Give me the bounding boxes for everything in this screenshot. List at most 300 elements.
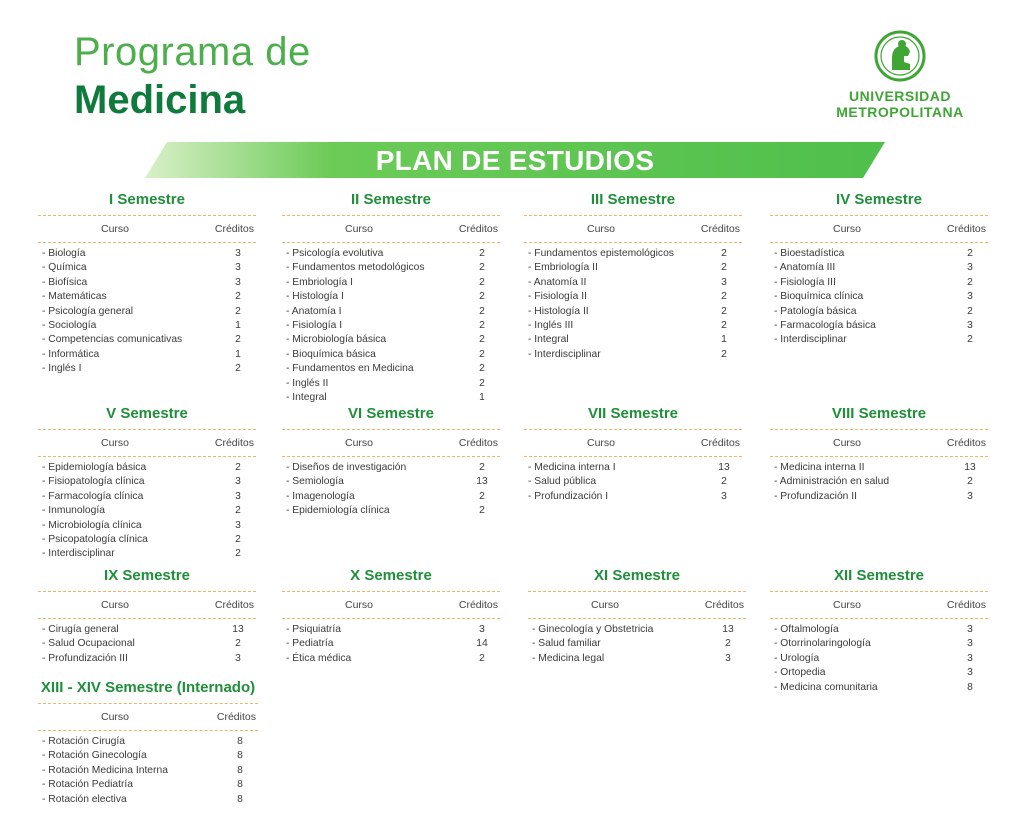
dotted-divider xyxy=(770,618,988,619)
dotted-divider xyxy=(282,242,500,243)
credits-column-label: Créditos xyxy=(216,711,256,723)
column-header xyxy=(768,430,990,456)
course-name: - Fundamentos epistemológicos xyxy=(528,248,674,259)
course-row xyxy=(768,305,990,319)
course-column-label: Curso xyxy=(100,437,129,449)
course-row xyxy=(36,247,258,261)
course-column-label: Curso xyxy=(586,223,615,235)
course-row xyxy=(36,764,260,778)
course-name: - Farmacología clínica xyxy=(42,490,144,502)
course-credits: 2 xyxy=(721,348,727,360)
course-name: - Microbiología básica xyxy=(286,334,387,346)
semester-title: XII Semestre xyxy=(833,567,925,584)
course-name: - Psicología general xyxy=(42,305,134,317)
course-credits: 2 xyxy=(479,652,485,664)
course-list xyxy=(522,247,744,362)
credits-column-label: Créditos xyxy=(214,437,254,449)
course-name: - Fisiopatología clínica xyxy=(42,476,145,488)
course-credits: 3 xyxy=(967,638,973,650)
course-credits: 3 xyxy=(967,490,973,502)
course-credits: 2 xyxy=(721,476,727,488)
course-column-label: Curso xyxy=(590,599,619,611)
course-row xyxy=(36,749,260,763)
semester-title: XIII - XIV Semestre (Internado) xyxy=(40,679,256,696)
course-name: - Fundamentos metodológicos xyxy=(286,262,425,274)
credits-column-label: Créditos xyxy=(458,223,498,235)
course-row xyxy=(280,490,502,504)
column-header xyxy=(36,430,258,456)
course-row xyxy=(280,305,502,319)
course-credits: 13 xyxy=(964,462,976,473)
course-credits: 2 xyxy=(479,305,485,317)
semester-block xyxy=(768,566,990,695)
course-credits: 3 xyxy=(721,276,727,288)
course-name: - Rotación Ginecología xyxy=(42,750,147,762)
credits-column-label: Créditos xyxy=(214,599,254,611)
course-name: - Anatomía III xyxy=(774,262,836,274)
course-credits: 2 xyxy=(967,248,973,259)
course-credits: 3 xyxy=(235,652,241,664)
course-row xyxy=(36,547,258,561)
course-name: - Competencias comunicativas xyxy=(42,334,183,346)
university-name-line1: UNIVERSIDAD xyxy=(849,88,951,104)
course-row xyxy=(36,333,258,347)
course-credits: 3 xyxy=(967,624,973,635)
credits-column-label: Créditos xyxy=(946,223,986,235)
credits-column-label: Créditos xyxy=(700,223,740,235)
course-name: - Urología xyxy=(774,652,820,664)
semester-block xyxy=(36,566,258,666)
course-name: - Psicología evolutiva xyxy=(286,248,384,259)
course-list xyxy=(522,461,744,504)
course-row xyxy=(36,348,258,362)
course-credits: 2 xyxy=(721,248,727,259)
course-row xyxy=(768,623,990,637)
dotted-divider xyxy=(38,618,256,619)
course-name: - Imagenología xyxy=(286,490,355,502)
plan-banner xyxy=(145,142,885,178)
course-column-label: Curso xyxy=(100,711,129,723)
course-credits: 3 xyxy=(967,262,973,274)
course-credits: 2 xyxy=(479,348,485,360)
course-name: - Embriología II xyxy=(528,262,598,274)
course-row xyxy=(36,490,258,504)
course-row xyxy=(36,652,258,666)
course-credits: 2 xyxy=(235,505,241,517)
course-row xyxy=(36,276,258,290)
dotted-divider xyxy=(38,242,256,243)
course-name: - Interdisciplinar xyxy=(528,348,601,360)
credits-column-label: Créditos xyxy=(458,437,498,449)
course-row xyxy=(36,319,258,333)
course-credits: 1 xyxy=(235,319,241,331)
course-name: - Bioestadística xyxy=(774,248,845,259)
credits-column-label: Créditos xyxy=(458,599,498,611)
course-name: - Oftalmología xyxy=(774,624,839,635)
course-row xyxy=(280,290,502,304)
course-credits: 3 xyxy=(479,624,485,635)
course-name: - Profundización I xyxy=(528,490,609,502)
course-name: - Fundamentos en Medicina xyxy=(286,363,414,375)
semester-title: I Semestre xyxy=(109,191,185,208)
course-row xyxy=(36,461,258,475)
course-name: - Profundización II xyxy=(774,490,857,502)
course-credits: 3 xyxy=(967,291,973,303)
credits-column-label: Créditos xyxy=(214,223,254,235)
course-credits: 2 xyxy=(235,548,241,560)
course-row xyxy=(522,305,744,319)
course-credits: 2 xyxy=(479,248,485,259)
course-credits: 3 xyxy=(235,476,241,488)
course-name: - Pediatría xyxy=(286,638,334,650)
course-name: - Ortopedia xyxy=(774,667,826,679)
course-credits: 8 xyxy=(237,736,243,747)
course-credits: 1 xyxy=(721,334,727,346)
course-name: - Matemáticas xyxy=(42,291,107,303)
dotted-divider xyxy=(524,242,742,243)
course-name: - Bioquímica básica xyxy=(286,348,376,360)
course-row xyxy=(36,778,260,792)
course-name: - Informática xyxy=(42,348,100,360)
course-name: - Medicina legal xyxy=(532,652,605,664)
semester-title: III Semestre xyxy=(590,191,676,208)
course-row xyxy=(526,637,748,651)
course-name: - Rotación electiva xyxy=(42,793,127,805)
semester-title: IV Semestre xyxy=(836,191,922,208)
course-name: - Ética médica xyxy=(286,652,352,664)
program-title-line2: Medicina xyxy=(74,78,246,122)
course-credits: 8 xyxy=(967,681,973,693)
course-credits: 2 xyxy=(235,363,241,375)
course-row xyxy=(526,652,748,666)
course-row xyxy=(280,475,502,489)
column-header xyxy=(768,592,990,618)
course-row xyxy=(768,319,990,333)
course-row xyxy=(36,735,260,749)
course-row xyxy=(280,623,502,637)
course-name: - Inglés III xyxy=(528,319,574,331)
course-name: - Patología básica xyxy=(774,305,857,317)
course-credits: 3 xyxy=(967,667,973,679)
course-row xyxy=(768,681,990,695)
course-name: - Química xyxy=(42,262,87,274)
course-row xyxy=(280,377,502,391)
course-credits: 2 xyxy=(479,462,485,473)
course-row xyxy=(768,261,990,275)
course-row xyxy=(36,290,258,304)
course-row xyxy=(768,290,990,304)
dotted-divider xyxy=(528,618,746,619)
course-name: - Administración en salud xyxy=(774,476,890,488)
course-row xyxy=(522,475,744,489)
course-name: - Histología II xyxy=(528,305,589,317)
course-name: - Salud pública xyxy=(528,476,597,488)
course-credits: 13 xyxy=(718,462,730,473)
course-column-label: Curso xyxy=(344,437,373,449)
course-credits: 2 xyxy=(721,291,727,303)
course-credits: 2 xyxy=(235,334,241,346)
semester-block xyxy=(526,566,748,666)
course-name: - Salud familiar xyxy=(532,638,601,650)
course-row xyxy=(526,623,748,637)
course-name: - Anatomía I xyxy=(286,305,342,317)
course-name: - Fisiología I xyxy=(286,319,343,331)
course-credits: 3 xyxy=(967,652,973,664)
course-credits: 2 xyxy=(479,363,485,375)
course-row xyxy=(36,504,258,518)
course-name: - Microbiología clínica xyxy=(42,519,142,531)
semester-block xyxy=(768,190,990,348)
dotted-divider xyxy=(38,730,258,731)
course-name: - Inmunología xyxy=(42,505,105,517)
course-name: - Sociología xyxy=(42,319,97,331)
semester-block xyxy=(36,678,260,807)
course-credits: 3 xyxy=(235,276,241,288)
course-row xyxy=(768,247,990,261)
course-credits: 3 xyxy=(967,319,973,331)
course-row xyxy=(768,652,990,666)
course-name: - Integral xyxy=(286,391,327,403)
semester-block xyxy=(280,190,502,405)
semester-title: XI Semestre xyxy=(594,567,680,584)
course-credits: 8 xyxy=(237,750,243,762)
course-row xyxy=(280,247,502,261)
semester-title: VII Semestre xyxy=(587,405,679,422)
semester-block xyxy=(36,404,258,562)
course-name: - Anatomía II xyxy=(528,276,587,288)
course-name: - Epidemiología clínica xyxy=(286,505,390,517)
university-logo xyxy=(830,30,970,120)
credits-column-label: Créditos xyxy=(946,599,986,611)
dotted-divider xyxy=(770,456,988,457)
course-credits: 3 xyxy=(235,262,241,274)
program-title-line1: Programa de xyxy=(74,30,311,74)
course-name: - Inglés II xyxy=(286,377,329,389)
course-credits: 1 xyxy=(479,391,485,403)
course-name: - Farmacología básica xyxy=(774,319,876,331)
course-name: - Bioquímica clínica xyxy=(774,291,864,303)
course-row xyxy=(522,461,744,475)
column-header xyxy=(280,216,502,242)
course-row xyxy=(768,475,990,489)
course-list xyxy=(280,623,502,666)
course-credits: 2 xyxy=(721,262,727,274)
course-list xyxy=(36,735,260,807)
semester-title: VIII Semestre xyxy=(831,405,927,422)
course-credits: 2 xyxy=(479,291,485,303)
course-name: - Medicina interna II xyxy=(774,462,865,473)
course-row xyxy=(280,276,502,290)
course-list xyxy=(768,247,990,348)
semester-block xyxy=(522,404,744,504)
course-row xyxy=(36,533,258,547)
course-name: - Diseños de investigación xyxy=(286,462,407,473)
course-row xyxy=(768,461,990,475)
course-row xyxy=(36,475,258,489)
course-name: - Biología xyxy=(42,248,86,259)
dotted-divider xyxy=(770,242,988,243)
course-row xyxy=(280,261,502,275)
course-list xyxy=(768,623,990,695)
column-header xyxy=(768,216,990,242)
course-credits: 2 xyxy=(235,638,241,650)
course-credits: 2 xyxy=(479,490,485,502)
credits-column-label: Créditos xyxy=(704,599,744,611)
course-row xyxy=(768,490,990,504)
semester-title: II Semestre xyxy=(350,191,432,208)
course-credits: 8 xyxy=(237,764,243,776)
dotted-divider xyxy=(282,618,500,619)
course-list xyxy=(280,461,502,519)
credits-column-label: Créditos xyxy=(700,437,740,449)
course-row xyxy=(522,490,744,504)
course-row xyxy=(522,348,744,362)
course-column-label: Curso xyxy=(100,223,129,235)
course-column-label: Curso xyxy=(832,599,861,611)
course-row xyxy=(280,461,502,475)
dotted-divider xyxy=(282,456,500,457)
course-credits: 2 xyxy=(725,638,731,650)
course-name: - Semiología xyxy=(286,476,344,488)
semester-block xyxy=(280,404,502,519)
course-column-label: Curso xyxy=(832,437,861,449)
dotted-divider xyxy=(524,456,742,457)
course-credits: 2 xyxy=(967,334,973,346)
course-row xyxy=(522,276,744,290)
course-credits: 2 xyxy=(235,291,241,303)
semester-title: V Semestre xyxy=(106,405,188,422)
course-row xyxy=(768,276,990,290)
course-row xyxy=(36,261,258,275)
course-row xyxy=(280,504,502,518)
course-row xyxy=(522,261,744,275)
course-credits: 2 xyxy=(235,305,241,317)
course-name: - Fisiología III xyxy=(774,276,836,288)
course-name: - Rotación Cirugía xyxy=(42,736,125,747)
column-header xyxy=(522,216,744,242)
course-credits: 8 xyxy=(237,793,243,805)
course-credits: 2 xyxy=(967,305,973,317)
column-header xyxy=(36,592,258,618)
course-credits: 2 xyxy=(479,377,485,389)
column-header xyxy=(522,430,744,456)
course-credits: 13 xyxy=(722,624,734,635)
course-name: - Rotación Pediatría xyxy=(42,779,134,791)
course-credits: 2 xyxy=(967,476,973,488)
column-header xyxy=(36,704,260,730)
course-row xyxy=(36,519,258,533)
credits-column-label: Créditos xyxy=(946,437,986,449)
course-credits: 2 xyxy=(479,262,485,274)
course-name: - Histología I xyxy=(286,291,344,303)
course-credits: 14 xyxy=(476,638,488,650)
course-credits: 2 xyxy=(235,462,241,473)
course-name: - Medicina comunitaria xyxy=(774,681,878,693)
course-column-label: Curso xyxy=(100,599,129,611)
course-row xyxy=(280,362,502,376)
semester-block xyxy=(522,190,744,362)
course-name: - Fisiología II xyxy=(528,291,587,303)
column-header xyxy=(526,592,748,618)
course-name: - Biofísica xyxy=(42,276,88,288)
course-name: - Psicopatología clínica xyxy=(42,533,148,545)
course-name: - Epidemiología básica xyxy=(42,462,147,473)
course-name: - Salud Ocupacional xyxy=(42,638,135,650)
plan-banner-title: PLAN DE ESTUDIOS xyxy=(375,145,655,176)
column-header xyxy=(36,216,258,242)
course-credits: 2 xyxy=(721,319,727,331)
course-row xyxy=(768,666,990,680)
course-name: - Ginecología y Obstetricia xyxy=(532,624,654,635)
course-credits: 3 xyxy=(725,652,731,664)
course-list xyxy=(768,461,990,504)
course-column-label: Curso xyxy=(832,223,861,235)
course-name: - Profundización III xyxy=(42,652,128,664)
course-name: - Interdisciplinar xyxy=(42,548,115,560)
course-credits: 2 xyxy=(479,319,485,331)
course-credits: 13 xyxy=(232,624,244,635)
course-row xyxy=(522,319,744,333)
semester-title: IX Semestre xyxy=(104,567,190,584)
column-header xyxy=(280,430,502,456)
course-column-label: Curso xyxy=(344,223,373,235)
course-row xyxy=(768,637,990,651)
course-row xyxy=(522,290,744,304)
course-credits: 1 xyxy=(235,348,241,360)
course-list xyxy=(36,623,258,666)
course-row xyxy=(36,793,260,807)
course-credits: 3 xyxy=(235,519,241,531)
course-column-label: Curso xyxy=(344,599,373,611)
semester-block xyxy=(280,566,502,666)
course-credits: 2 xyxy=(479,334,485,346)
course-name: - Psiquiatría xyxy=(286,624,341,635)
course-row xyxy=(522,333,744,347)
course-credits: 13 xyxy=(476,476,488,488)
course-credits: 8 xyxy=(237,779,243,791)
course-name: - Cirugía general xyxy=(42,624,119,635)
course-row xyxy=(522,247,744,261)
course-row xyxy=(280,348,502,362)
course-name: - Rotación Medicina Interna xyxy=(42,764,168,776)
course-row xyxy=(768,333,990,347)
course-credits: 2 xyxy=(235,533,241,545)
course-name: - Embriología I xyxy=(286,276,353,288)
university-seal-icon xyxy=(830,30,970,90)
course-name: - Integral xyxy=(528,334,569,346)
course-list xyxy=(280,247,502,405)
course-credits: 3 xyxy=(235,248,241,259)
course-name: - Interdisciplinar xyxy=(774,334,847,346)
course-list xyxy=(526,623,748,666)
course-name: - Otorrinolaringología xyxy=(774,638,871,650)
semester-block xyxy=(36,190,258,377)
course-credits: 3 xyxy=(235,490,241,502)
column-header xyxy=(280,592,502,618)
course-row xyxy=(36,305,258,319)
course-credits: 2 xyxy=(721,305,727,317)
course-name: - Inglés I xyxy=(42,363,82,375)
course-credits: 2 xyxy=(479,505,485,517)
course-credits: 2 xyxy=(967,276,973,288)
university-name-line2: METROPOLITANA xyxy=(836,104,964,120)
course-row xyxy=(280,333,502,347)
course-row xyxy=(36,637,258,651)
course-row xyxy=(36,623,258,637)
course-row xyxy=(280,652,502,666)
semester-block xyxy=(768,404,990,504)
course-credits: 2 xyxy=(479,276,485,288)
